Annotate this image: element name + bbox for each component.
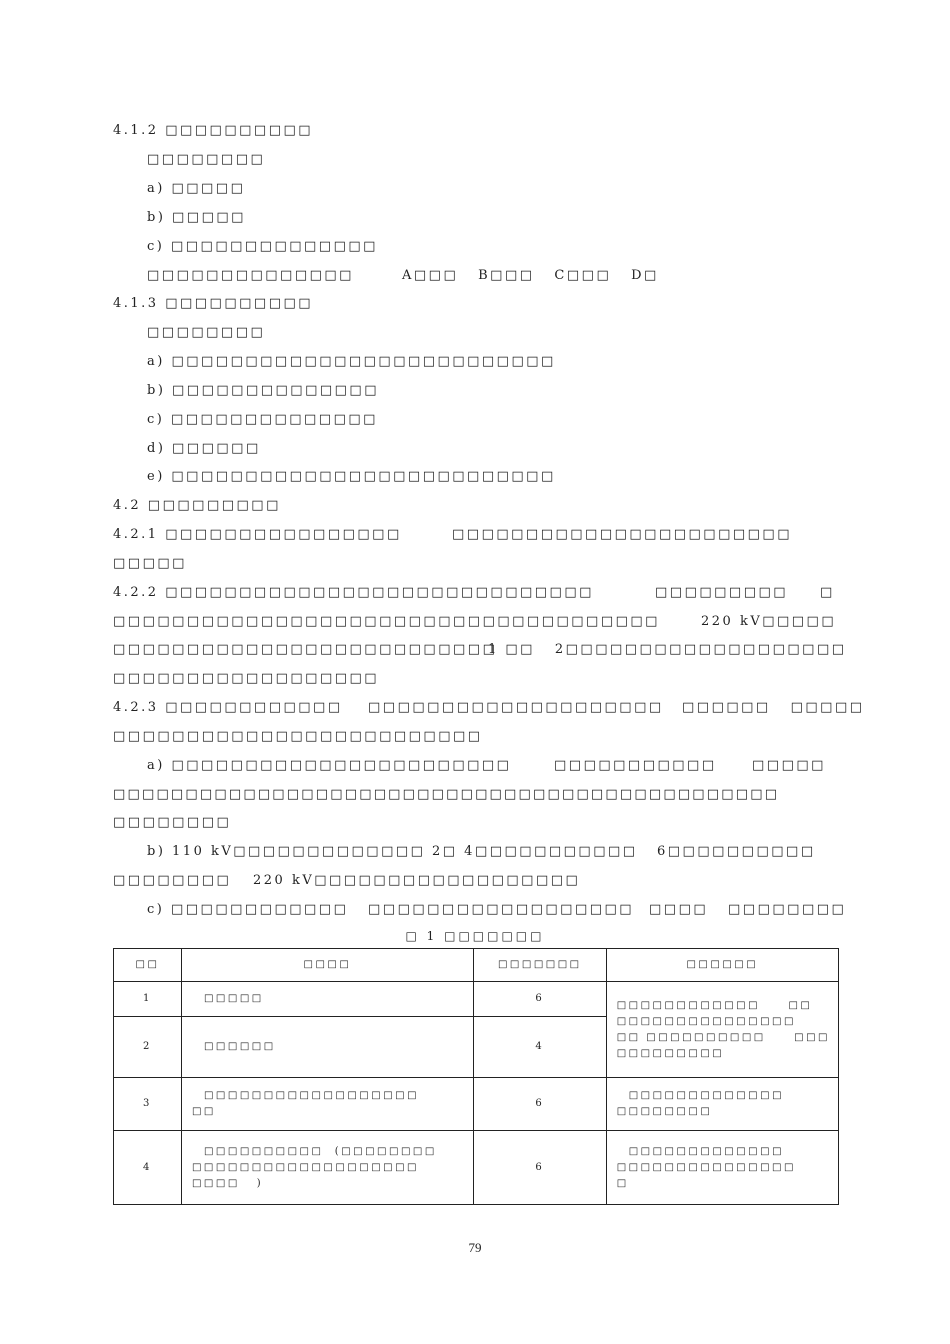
- table-header-cell: □□□□□□□: [473, 949, 606, 982]
- paragraph-line: □□□□□□□□□: [655, 585, 789, 600]
- paragraph-line: 220 kV□□□□□□□□□□□□□□□□□□: [253, 873, 581, 888]
- note-line: □□□□□□□□□: [616, 1047, 725, 1059]
- paragraph-line: □□□□□□□□□□□□□□□□□□□□□□□□□□: [113, 642, 498, 657]
- note-line: □□□□□□□□□□□□ □□: [616, 999, 813, 1011]
- table-caption: □ 1 □□□□□□□: [405, 929, 545, 943]
- paragraph-line: □□□□□□□□: [147, 152, 266, 167]
- paragraph-line: □□□□□□□□□□□□□□□□□□□□□□□□□□□□□□□□□□□□□: [113, 614, 660, 629]
- section-heading-4-1-2: 4.1.2 □□□□□□□□□□: [113, 123, 314, 138]
- item-line: □□: [191, 1106, 216, 1117]
- paragraph-line: □□□□□□□□□□□□□□□□□□□□□□□: [452, 527, 793, 542]
- paragraph-line: 220 kV□□□□□: [701, 614, 837, 629]
- table-row: [114, 1078, 839, 1131]
- note-line: □□□□□□□□□□□□□□□: [616, 1015, 796, 1027]
- row-count: 6: [473, 1078, 606, 1131]
- list-item-c: c) □□□□□□□□□□□□: [147, 902, 349, 917]
- table-row: [114, 982, 839, 1017]
- list-item-b: b) □□□□□: [147, 210, 246, 225]
- row-count: 6: [473, 982, 606, 1017]
- item-line: □□□□□□□□□□□□□□□□□□: [203, 1090, 420, 1101]
- paragraph-line: □□□□□□□□□□□□□□□□□□□□□□□□□□□□□□□□□□□□□□□□□□□□□□: [113, 787, 780, 802]
- grade-options: A□□□ B□□□ C□□□ D□: [402, 268, 659, 283]
- note-line: □: [616, 1177, 629, 1189]
- paragraph-line: □□□□□□□□: [113, 873, 232, 888]
- section-heading-4-2-3: 4.2.3 □□□□□□□□□□□□: [113, 700, 343, 715]
- note-line: □□□□□□□□□□□□□: [628, 1090, 785, 1101]
- table-row: [114, 1131, 839, 1205]
- note-line: □□□□□□□□□□□□□□□: [616, 1161, 796, 1173]
- paragraph-line: □□□□□□□□□□□: [554, 758, 717, 773]
- row-number: 3: [114, 1078, 182, 1131]
- paragraph-line: □□□□□□□□□□□□□□: [147, 268, 354, 283]
- section-heading-4-1-3: 4.1.3 □□□□□□□□□□: [113, 296, 314, 311]
- row-item: [181, 1078, 473, 1131]
- paragraph-line: □□□□□□□□: [113, 815, 232, 830]
- row-item: □□□□□: [181, 982, 473, 1017]
- row-note: [606, 1131, 838, 1205]
- paragraph-line: □□□□□□□□□□□□□□□□□□: [113, 671, 380, 686]
- row-count: 4: [473, 1017, 606, 1078]
- item-line: □□□□ ): [191, 1177, 264, 1189]
- list-item-a: a) □□□□□□□□□□□□□□□□□□□□□□□: [147, 758, 512, 773]
- list-item-b: b) 110 kV□□□□□□□□□□□□□: [147, 844, 426, 859]
- list-item-c: c) □□□□□□□□□□□□□□: [147, 412, 378, 427]
- data-table: [113, 948, 839, 1205]
- list-item-d: d) □□□□□□: [147, 441, 261, 456]
- paragraph-line: 1 □□ 2□□□□□□□□□□□□□□□□□□□: [488, 642, 847, 657]
- section-heading-4-2: 4.2 □□□□□□□□□: [113, 498, 281, 513]
- row-number: 2: [114, 1017, 182, 1078]
- paragraph-line: □□□□□□□□□□□□□□□□□□□□□□□□□: [113, 729, 483, 744]
- item-line: □□□□□□□□□□ (□□□□□□□□: [203, 1145, 437, 1157]
- note-line: □□□□□□□□□□□□□: [628, 1145, 785, 1157]
- note-line: □□□□□□□□: [616, 1106, 713, 1117]
- table-header-row: [114, 949, 839, 982]
- paragraph-line: □□□□□□□□□□□□□□□□□□□□: [368, 700, 664, 715]
- section-heading-4-2-1: 4.2.1 □□□□□□□□□□□□□□□□: [113, 527, 402, 542]
- row-number: 4: [114, 1131, 182, 1205]
- row-item: [181, 1131, 473, 1205]
- paragraph-line: □□□□ □□□□□□□□: [649, 902, 847, 917]
- row-number: 1: [114, 982, 182, 1017]
- paragraph-line: □□□□□□□□□□□□□□□□□□: [368, 902, 635, 917]
- paragraph-line: □□□□□: [752, 758, 826, 773]
- row-note: [606, 1078, 838, 1131]
- row-note-merged: [606, 982, 838, 1078]
- paragraph-line: □□□□□□□□: [147, 325, 266, 340]
- row-count: 6: [473, 1131, 606, 1205]
- paragraph-line: □: [820, 585, 835, 600]
- table-header-cell: □□□□□□: [606, 949, 838, 982]
- list-item-e: e) □□□□□□□□□□□□□□□□□□□□□□□□□□: [147, 469, 556, 484]
- row-item: □□□□□□: [181, 1017, 473, 1078]
- section-heading-4-2-2: 4.2.2 □□□□□□□□□□□□□□□□□□□□□□□□□□□□□: [113, 585, 594, 600]
- list-item-c: c) □□□□□□□□□□□□□□: [147, 239, 378, 254]
- item-line: □□□□□□□□□□□□□□□□□□□: [191, 1161, 419, 1173]
- table-header-cell: □□□□: [181, 949, 473, 982]
- table-header-cell: □□: [114, 949, 182, 982]
- page-number: 79: [468, 1240, 482, 1255]
- list-item-a: a) □□□□□: [147, 181, 246, 196]
- paragraph-line: □□□□□□ □□□□□: [682, 700, 865, 715]
- paragraph-line: 6□□□□□□□□□□: [657, 844, 816, 859]
- paragraph-line: □□□□□: [113, 556, 187, 571]
- list-item-b: b) □□□□□□□□□□□□□□: [147, 383, 379, 398]
- note-line: □□ □□□□□□□□□□ □□□: [616, 1031, 830, 1043]
- paragraph-line: 2□ 4□□□□□□□□□□□: [432, 844, 638, 859]
- list-item-a: a) □□□□□□□□□□□□□□□□□□□□□□□□□□: [147, 354, 556, 369]
